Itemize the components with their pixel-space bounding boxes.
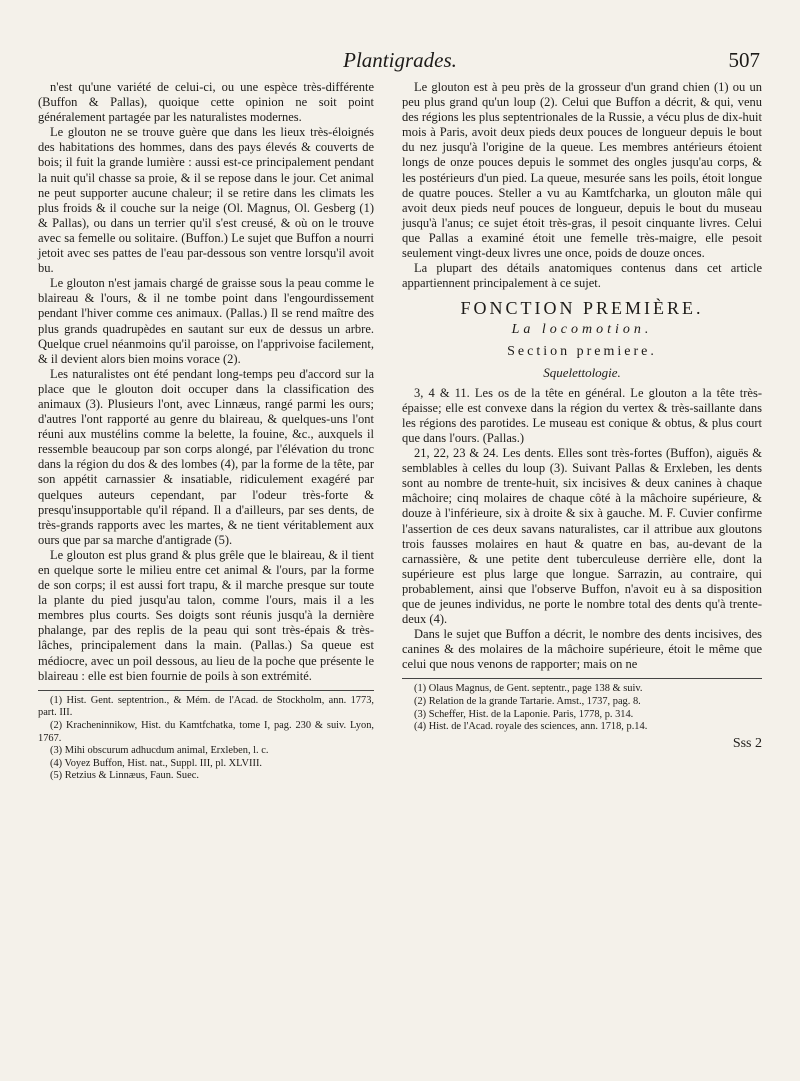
- left-column: [38, 80, 374, 783]
- paragraph: 21, 22, 23 & 24. Les dents. Elles sont très-fortes (Buffon), aiguës & semblables à celles du loup (3). Suivant Pallas & Erxleben, les dents sont au nombre de trente-huit, six incisives & deux canines à chaque mâchoire; cinq molaires de chaque côté à la mâchoire supérieure, & douze à l'inférieure, six à droite & six à gauche. M. F. Cuvier confirme l'assertion de ces deux savans naturalistes, car il attribue aux gloutons trois fausses molaires en haut & quatre en bas, au-devant de la carnassière, & une petite dent tuberculeuse derrière elle, dont la supérieure est plus large que longue. Sarrazin, au contraire, qui probablement, ainsi que l'observe Buffon, n'avoit eu à sa disposition que de jeunes individus, ne porte le nombre total des dents qu'à trente-deux (4).: [402, 446, 762, 627]
- footnote-divider: [38, 690, 374, 691]
- page-number: 507: [728, 48, 760, 72]
- footnote: (5) Retzius & Linnæus, Faun. Suec.: [50, 770, 199, 782]
- footnote: (2) Relation de la grande Tartarie. Amst., 1737, pag. 8.: [414, 696, 641, 708]
- footnote: (3) Scheffer, Hist. de la Laponie. Paris, 1778, p. 314.: [414, 708, 634, 720]
- footnote: (4) Voyez Buffon, Hist. nat., Suppl. III, pl. XLVIII.: [50, 757, 263, 769]
- signature-mark: Sss 2: [732, 735, 762, 751]
- heading-locomotion: La locomotion.: [511, 322, 653, 338]
- footnote-divider: [402, 678, 762, 679]
- paragraph: Le glouton est à peu près de la grosseur d'un grand chien (1) ou un peu plus grand qu'un loup (2). Celui que Buffon a décrit, & qui, venu des régions les plus septentrionales de la Russie, a vécu plus de dix-huit mois à Paris, avoit deux pieds deux pouces de longueur depuis le bout du nez jusqu'à l'origine de la queue. Les membres antérieurs étoient longs de onze pouces depuis le sommet des ongles jusqu'au corps, & les postérieurs d'un pied. La queue, mesurée sans les poils, étoit longue de quatre pouces. Steller a vu au Kamtfcharka, un glouton mâle qui avoit deux pieds neuf pouces de longueur, depuis le bout du museau jusqu'à l'anus; ce sujet étoit très-gras, il pesoit cinquante livres. Celui que Pallas a examiné étoit une femelle très-maigre, elle pesoit seulement vingt-deux livres une once, poids de douze onces.: [402, 80, 762, 261]
- paragraph: Le glouton est plus grand & plus grêle que le blaireau, & il tient en quelque sorte le milieu entre cet animal & l'ours, par la forme de son corps; il est aussi fort trapu, & il marche presque sur toute la plante du pied jusqu'au talon, comme l'ours, mais il a les membres plus courts. Ses doigts sont réunis jusqu'à la dernière phalange, par des replis de la peau qui sont très-épais & très-lâches, principalement dans la main. (Pallas.) Sa queue est médiocre, avec un poil dessous, au lieu de la poche que présente le blaireau : elle est bien fournie de poils à son extrémité.: [38, 547, 374, 683]
- paragraph: n'est qu'une variété de celui-ci, ou une espèce très-différente (Buffon & Pallas), quoique cette opinion ne soit point généralement partagée par les naturalistes modernes.: [38, 80, 374, 125]
- paragraph: 3, 4 & 11. Les os de la tête en général. Le glouton a la tête très-épaisse; elle est convexe dans la région du vertex & très-saillante dans les régions des parotides. Le museau est conique & obtus, & plus court que dans l'ours. (Pallas.): [402, 385, 762, 445]
- heading-section: Section premiere.: [507, 343, 657, 359]
- page-header: [40, 44, 760, 78]
- footnote: (4) Hist. de l'Acad. royale des sciences, ann. 1718, p.14.: [414, 721, 648, 733]
- paragraph: Dans le sujet que Buffon a décrit, le nombre des dents incisives, des canines & des molaires de la mâchoire supérieure, étoit le même que celui que nous venons de rapporter; mais on ne: [402, 627, 762, 672]
- paragraph: Les naturalistes ont été pendant long-temps peu d'accord sur la place que le glouton doit occuper dans la classification des animaux (3). Plusieurs l'ont, avec Linnæus, rangé parmi les ours; d'autres l'ont rapporté au genre du blaireau, & quelques-uns l'ont réuni aux mustélins comme la belette, la fouine, &c., auxquels il ressemble beaucoup par son corps alongé, par l'élévation du tronc dans la région du dos & des lombes (4), par la forme de la tête, par son appétit carnassier & insatiable, ridiculement exagéré par quelques auteurs cependant, par l'odeur très-forte & presqu'insupportable qu'il répand. Il a d'ailleurs, par ses dents, de très-grands rapports avec les martes, & ne tient véritablement aux ours que par sa marche d'antigrade (5).: [38, 366, 374, 547]
- paragraph: Le glouton n'est jamais chargé de graisse sous la peau comme le blaireau & l'ours, & il ne tombe point dans l'engourdissement pendant l'hiver comme ces animaux. (Pallas.) Il se rend maître des plus grands quadrupèdes en sautant sur eux de dessus un arbre. Quelque cruel néanmoins qu'il paroisse, on l'apprivoise facilement, & il devient alors bien moins vorace (2).: [38, 276, 374, 366]
- heading-squelettologie: Squelettologie.: [543, 364, 621, 380]
- footnote: (2) Kracheninnikow, Hist. du Kamtfchatka, tome I, pag. 230 & suiv. Lyon, 1767.: [38, 719, 374, 744]
- heading-fonction: FONCTION PREMIÈRE.: [460, 298, 704, 319]
- footnote: (1) Hist. Gent. septentrion., & Mém. de l'Acad. de Stockholm, ann. 1773, part. III.: [38, 694, 374, 719]
- footnote: (3) Mihi obscurum adhucdum animal, Erxleben, l. c.: [50, 745, 269, 757]
- paragraph: La plupart des détails anatomiques contenus dans cet article appartiennent principalement à ce sujet.: [402, 261, 762, 291]
- right-column: [402, 80, 762, 751]
- footnote: (1) Olaus Magnus, de Gent. septentr., page 138 & suiv.: [414, 683, 643, 695]
- paragraph: Le glouton ne se trouve guère que dans les lieux très-éloignés des habitations des hommes, dans des pays élevés & couverts de bois; il fuit la grande lumière : aussi est-ce principalement pendant la nuit qu'il chasse sa proie, & il se repose dans le jour. Cet animal ne peut supporter aucune chaleur; il se retire dans les climats les plus froids & il couche sur la neige (Ol. Magnus, Ol. Gesberg (1) & Pallas), ou dans un terrier qu'il s'est creusé, & où on le trouve avec sa femelle ou solitaire. (Buffon.) Le sujet que Buffon a nourri jetoit avec ses pattes de l'eau par-dessous son ventre lorsqu'il avoit bu.: [38, 125, 374, 276]
- running-title: Plantigrades.: [343, 48, 457, 72]
